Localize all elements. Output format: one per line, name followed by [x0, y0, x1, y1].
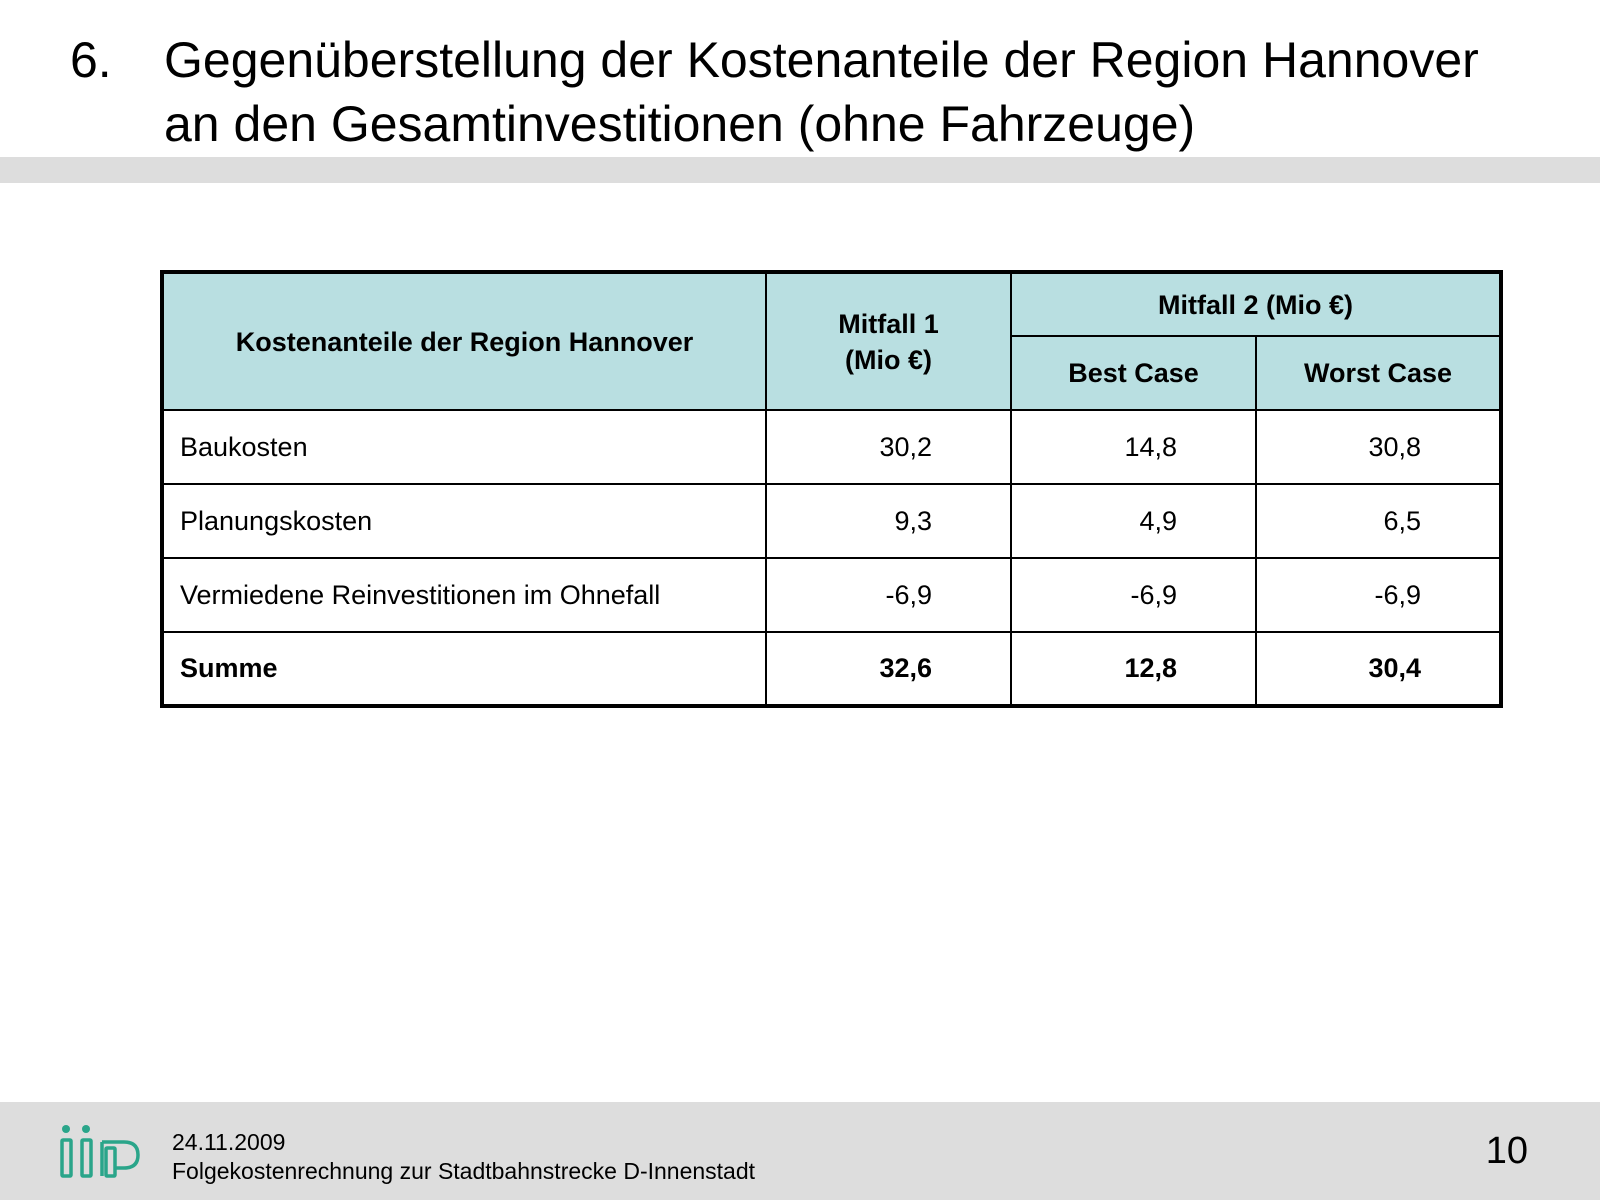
header-best-case: Best Case [1011, 336, 1256, 410]
title-line-2: an den Gesamtinvestitionen (ohne Fahrzeuge) [164, 96, 1196, 152]
cell-mitfall-1: 9,3 [766, 484, 1011, 558]
row-label: Baukosten [162, 410, 766, 484]
header-mitfall-2: Mitfall 2 (Mio €) [1011, 272, 1501, 336]
total-best-case: 12,8 [1011, 632, 1256, 706]
row-label: Vermiedene Reinvestitionen im Ohnefall [162, 558, 766, 632]
cell-best-case: 14,8 [1011, 410, 1256, 484]
table-row [162, 484, 1501, 558]
header-mitfall-1-line-1: Mitfall 1 [838, 308, 939, 339]
footer-date: 24.11.2009 [172, 1129, 286, 1155]
cost-share-table [160, 270, 1503, 708]
total-worst-case: 30,4 [1256, 632, 1501, 706]
footer-subtitle: Folgekostenrechnung zur Stadtbahnstrecke D-Innenstadt [172, 1158, 756, 1184]
slide-footer [0, 1102, 1600, 1200]
header-mitfall-1-line-2: (Mio €) [845, 344, 932, 375]
header-cost-share: Kostenanteile der Region Hannover [162, 272, 766, 410]
cell-best-case: 4,9 [1011, 484, 1256, 558]
cell-mitfall-1: 30,2 [766, 410, 1011, 484]
page-number: 10 [1485, 1130, 1528, 1172]
header-worst-case: Worst Case [1256, 336, 1501, 410]
cell-mitfall-1: -6,9 [766, 558, 1011, 632]
table-row [162, 558, 1501, 632]
cell-worst-case: 30,8 [1256, 410, 1501, 484]
cell-worst-case: 6,5 [1256, 484, 1501, 558]
total-label: Summe [162, 632, 766, 706]
iip-logo-icon [58, 1122, 144, 1180]
row-label: Planungskosten [162, 484, 766, 558]
total-mitfall-1: 32,6 [766, 632, 1011, 706]
title-number: 6. [70, 32, 112, 88]
cell-best-case: -6,9 [1011, 558, 1256, 632]
total-row [162, 632, 1501, 706]
title-line-1: Gegenüberstellung der Kostenanteile der Region Hannover [164, 32, 1479, 88]
title-divider [0, 157, 1600, 183]
header-mitfall-1 [766, 272, 1011, 410]
table-row [162, 410, 1501, 484]
cell-worst-case: -6,9 [1256, 558, 1501, 632]
